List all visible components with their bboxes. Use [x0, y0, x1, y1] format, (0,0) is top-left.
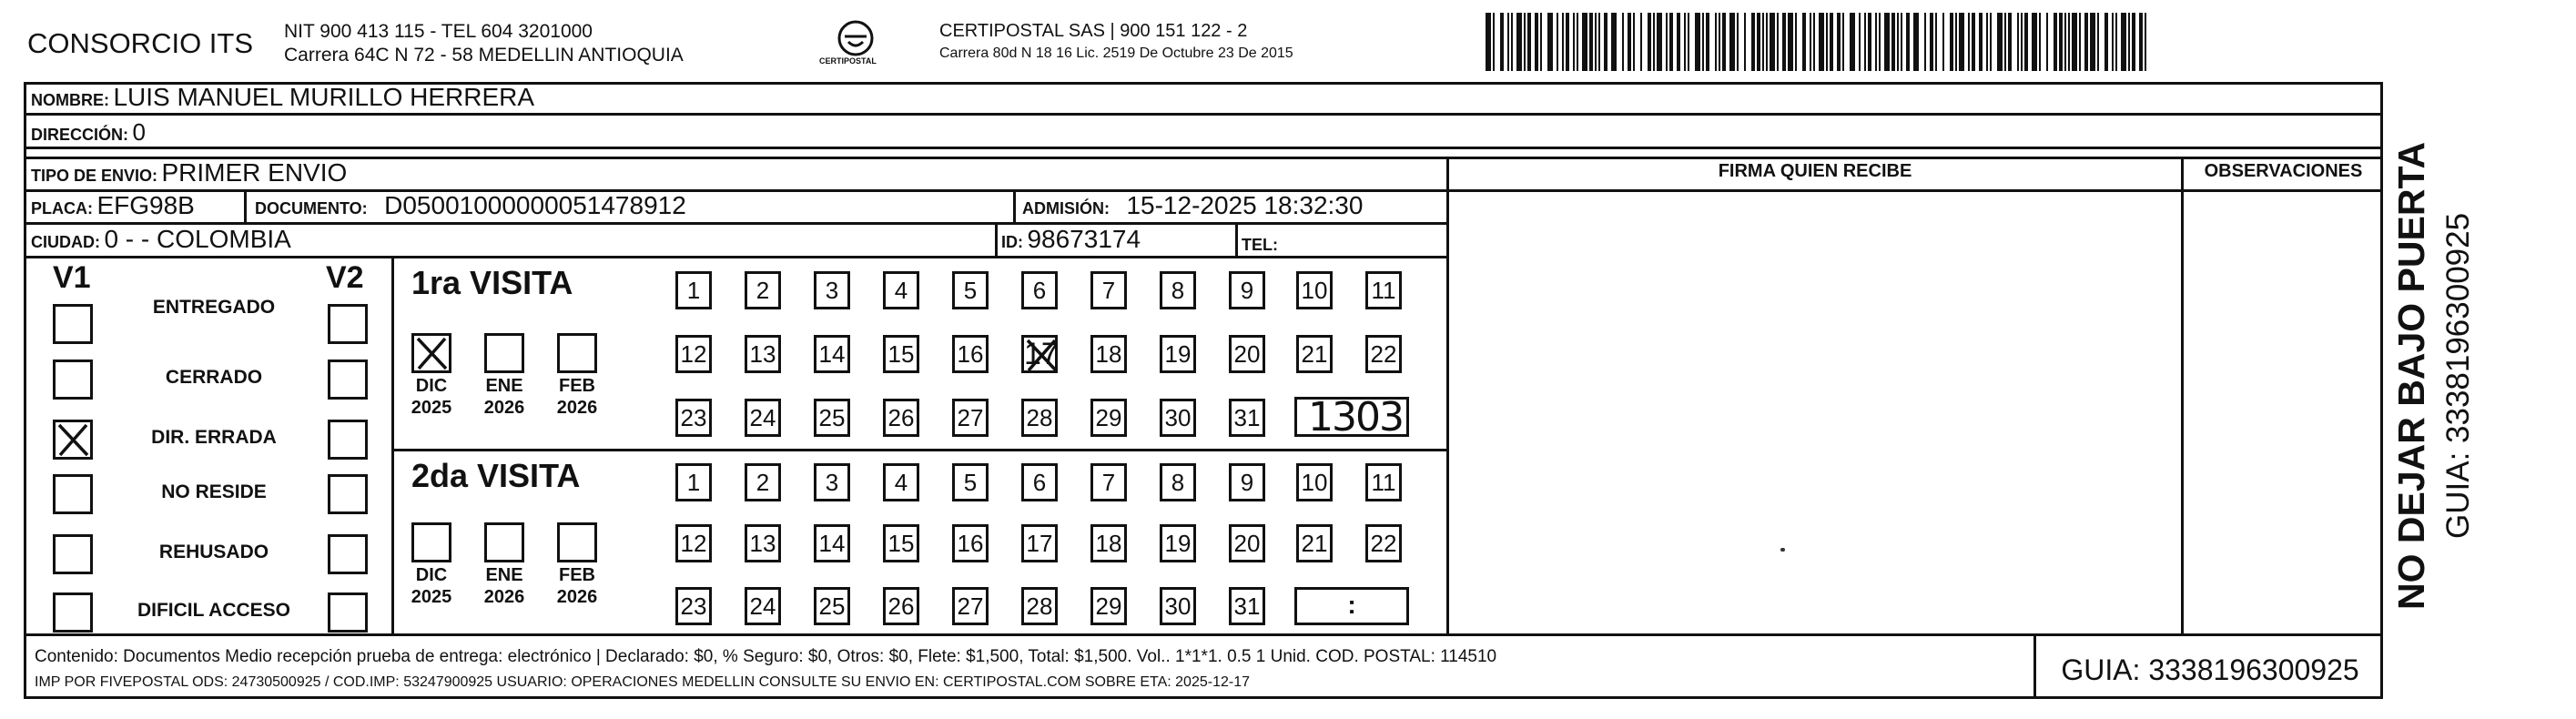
day-box[interactable]: 9: [1229, 463, 1265, 501]
month-checkbox[interactable]: [484, 333, 524, 373]
barcode-bar: [1540, 13, 1542, 71]
barcode-bar: [1875, 13, 1877, 71]
barcode-bar: [1850, 13, 1855, 71]
v1-checkbox[interactable]: [53, 534, 93, 574]
company-address-line: Carrera 64C N 72 - 58 MEDELLIN ANTIOQUIA: [284, 45, 684, 66]
month-name: DIC: [415, 376, 448, 396]
day-box[interactable]: 11: [1365, 463, 1402, 501]
id-value: 98673174: [1027, 225, 1141, 253]
day-box[interactable]: 23: [675, 399, 712, 437]
barcode: [1486, 13, 2161, 71]
day-box[interactable]: 13: [745, 524, 781, 562]
barcode-bar: [1901, 13, 1902, 71]
barcode-bar: [1990, 13, 1992, 71]
barcode-bar: [1986, 13, 1988, 71]
barcode-bar: [1777, 13, 1779, 71]
barcode-bar: [2104, 13, 2108, 71]
v1-checkbox[interactable]: [53, 420, 93, 460]
v1-checkbox[interactable]: [53, 304, 93, 344]
month-checkbox[interactable]: [411, 522, 451, 562]
barcode-bar: [1757, 13, 1760, 71]
barcode-bar: [1524, 13, 1526, 71]
month-year: 2026: [483, 398, 525, 418]
documento-field: [255, 191, 686, 220]
day-box[interactable]: 8: [1160, 463, 1196, 501]
barcode-bar: [1589, 13, 1593, 71]
month-checkbox[interactable]: [411, 333, 451, 373]
tel-field: [1242, 228, 1278, 257]
day-box[interactable]: 21: [1296, 335, 1333, 373]
day-box[interactable]: 6: [1021, 463, 1058, 501]
barcode-bar: [1500, 13, 1504, 71]
day-box[interactable]: 8: [1160, 271, 1196, 309]
month-label: [550, 375, 604, 419]
day-box[interactable]: 18: [1090, 335, 1127, 373]
barcode-bar: [1493, 13, 1495, 71]
day-box[interactable]: 6: [1021, 271, 1058, 309]
day-box[interactable]: 19: [1160, 524, 1196, 562]
day-box[interactable]: 12: [675, 335, 712, 373]
side-warning-text: NO DEJAR BAJO PUERTA: [2390, 141, 2432, 610]
barcode-bar: [2017, 13, 2019, 71]
day-box[interactable]: 20: [1229, 524, 1265, 562]
barcode-bar: [2097, 13, 2099, 71]
day-box[interactable]: 11: [1365, 271, 1402, 309]
v1-checkbox[interactable]: [53, 592, 93, 633]
day-box[interactable]: 2: [745, 463, 781, 501]
v2-checkbox[interactable]: [328, 420, 368, 460]
barcode-bar: [1573, 13, 1575, 71]
status-label: ENTREGADO: [152, 297, 276, 318]
barcode-bar: [2059, 13, 2063, 71]
v2-header: V2: [326, 260, 364, 295]
firma-quien-recibe-title: FIRMA QUIEN RECIBE: [1718, 161, 1912, 181]
barcode-bar: [1813, 13, 1815, 71]
day-box[interactable]: 28: [1021, 587, 1058, 625]
company-name: CONSORCIO ITS: [27, 27, 254, 59]
barcode-bar: [1719, 13, 1720, 71]
day-box[interactable]: 1: [675, 271, 712, 309]
barcode-bar: [2032, 13, 2037, 71]
admision-label: ADMISIÓN:: [1022, 199, 1110, 218]
day-box[interactable]: 4: [883, 463, 919, 501]
side-guia-text: GUIA: 3338196300925: [2440, 212, 2476, 539]
month-checkbox[interactable]: [557, 522, 597, 562]
day-box[interactable]: 7: [1090, 271, 1127, 309]
v1-header: V1: [53, 260, 91, 295]
visit1-title: 1ra VISITA: [411, 264, 573, 301]
status-label: NO RESIDE: [161, 481, 267, 502]
admision-value: 15-12-2025 18:32:30: [1126, 191, 1364, 219]
barcode-bar: [1611, 13, 1617, 71]
barcode-bar: [1884, 13, 1890, 71]
month-year: 2026: [556, 398, 598, 418]
footer-guia: GUIA: 3338196300925: [2061, 653, 2359, 686]
day-box[interactable]: 24: [745, 399, 781, 437]
barcode-bar: [1795, 13, 1797, 71]
day-box[interactable]: 5: [952, 463, 989, 501]
barcode-bar: [1648, 13, 1651, 71]
barcode-bar: [1906, 13, 1910, 71]
direccion-label: DIRECCIÓN:: [31, 126, 128, 144]
barcode-bar: [2121, 13, 2126, 71]
day-box[interactable]: 19: [1160, 335, 1196, 373]
day-box[interactable]: 22: [1365, 524, 1402, 562]
barcode-bar: [1702, 13, 1704, 71]
barcode-bar: [2008, 13, 2012, 71]
month-year: 2025: [411, 398, 452, 418]
day-box[interactable]: 10: [1296, 463, 1333, 501]
barcode-bar: [1770, 13, 1775, 71]
barcode-bar: [2068, 13, 2070, 71]
barcode-bar: [2084, 13, 2088, 71]
barcode-bar: [1706, 13, 1709, 71]
barcode-bar: [2139, 13, 2143, 71]
month-checkbox[interactable]: [484, 522, 524, 562]
barcode-bar: [1566, 13, 1569, 71]
day-box[interactable]: 18: [1090, 524, 1127, 562]
day-box[interactable]: 14: [814, 335, 850, 373]
nombre-row: [31, 83, 534, 112]
barcode-bar: [1562, 13, 1564, 71]
barcode-bar: [1737, 13, 1739, 71]
day-box[interactable]: 24: [745, 587, 781, 625]
tipo-envio-value: PRIMER ENVIO: [161, 158, 348, 187]
barcode-bar: [1715, 13, 1717, 71]
barcode-bar: [1864, 13, 1866, 71]
barcode-bar: [1859, 13, 1861, 71]
barcode-bar: [1930, 13, 1933, 71]
barcode-bar: [1868, 13, 1871, 71]
day-box[interactable]: 17: [1021, 524, 1058, 562]
direccion-value: 0: [132, 118, 146, 146]
barcode-bar: [1751, 13, 1755, 71]
barcode-bar: [1762, 13, 1764, 71]
ciudad-label: CIUDAD:: [31, 233, 100, 251]
v2-checkbox[interactable]: [328, 304, 368, 344]
barcode-bar: [1842, 13, 1844, 71]
day-box[interactable]: 10: [1296, 271, 1333, 309]
barcode-bar: [1633, 13, 1635, 71]
day-box[interactable]: 21: [1296, 524, 1333, 562]
day-box[interactable]: 23: [675, 587, 712, 625]
barcode-bar: [1640, 13, 1642, 71]
observaciones-title: OBSERVACIONES: [2204, 161, 2363, 181]
carrier-line: CERTIPOSTAL SAS | 900 151 122 - 2: [939, 21, 1248, 41]
day-box[interactable]: 5: [952, 271, 989, 309]
day-box[interactable]: 3: [814, 463, 850, 501]
status-label: DIFICIL ACCESO: [137, 600, 290, 621]
barcode-bar: [1819, 13, 1824, 71]
certipostal-logo-icon: [836, 18, 876, 58]
v2-checkbox[interactable]: [328, 534, 368, 574]
barcode-bar: [2046, 13, 2048, 71]
barcode-bar: [1598, 13, 1600, 71]
month-label: [477, 375, 532, 419]
month-year: 2026: [483, 587, 525, 607]
day-box[interactable]: 31: [1229, 399, 1265, 437]
nombre-value: LUIS MANUEL MURILLO HERRERA: [113, 83, 535, 111]
day-box[interactable]: 4: [883, 271, 919, 309]
barcode-bar: [1666, 13, 1668, 71]
visit1-time-box[interactable]: [1294, 394, 1409, 441]
day-box[interactable]: 26: [883, 587, 919, 625]
day-box[interactable]: 29: [1090, 587, 1127, 625]
barcode-bar: [1950, 13, 1953, 71]
month-name: ENE: [485, 565, 523, 585]
barcode-bar: [1628, 13, 1631, 71]
logo-caption: CERTIPOSTAL: [819, 56, 877, 66]
tel-label: TEL:: [1242, 236, 1278, 254]
barcode-bar: [1653, 13, 1655, 71]
v1-checkbox[interactable]: [53, 360, 93, 400]
day-box[interactable]: 25: [814, 399, 850, 437]
day-box[interactable]: 7: [1090, 463, 1127, 501]
status-label: DIR. ERRADA: [151, 427, 277, 448]
day-box[interactable]: 14: [814, 524, 850, 562]
barcode-bar: [1913, 13, 1919, 71]
month-label: [550, 564, 604, 608]
month-checkbox[interactable]: [557, 333, 597, 373]
month-year: 2025: [411, 587, 452, 607]
placa-label: PLACA:: [31, 199, 93, 218]
barcode-bar: [1507, 13, 1509, 71]
barcode-bar: [1810, 13, 1811, 71]
signature-dot: [1780, 548, 1785, 552]
visit2-title: 2da VISITA: [411, 457, 581, 494]
barcode-bar: [1959, 13, 1964, 71]
day-box[interactable]: 28: [1021, 399, 1058, 437]
day-box[interactable]: 29: [1090, 399, 1127, 437]
barcode-bar: [1935, 13, 1937, 71]
placa-field: [31, 191, 195, 220]
barcode-bar: [2064, 13, 2066, 71]
barcode-bar: [1535, 13, 1538, 71]
barcode-bar: [1830, 13, 1833, 71]
status-label: REHUSADO: [158, 542, 269, 562]
month-label: [477, 564, 532, 608]
month-label: [404, 375, 459, 419]
barcode-bar: [1511, 13, 1513, 71]
barcode-bar: [1695, 13, 1700, 71]
barcode-bar: [1486, 13, 1491, 71]
barcode-bar: [1924, 13, 1926, 71]
barcode-bar: [1688, 13, 1689, 71]
barcode-bar: [1955, 13, 1957, 71]
day-box[interactable]: 2: [745, 271, 781, 309]
admision-field: [1022, 191, 1363, 220]
barcode-bar: [2090, 13, 2095, 71]
barcode-bar: [2021, 13, 2023, 71]
day-box[interactable]: 30: [1160, 587, 1196, 625]
barcode-bar: [1897, 13, 1899, 71]
barcode-bar: [1669, 13, 1673, 71]
barcode-bar: [1788, 13, 1793, 71]
day-box[interactable]: 25: [814, 587, 850, 625]
barcode-bar: [1968, 13, 1970, 71]
barcode-bar: [1557, 13, 1558, 71]
barcode-bar: [2054, 13, 2057, 71]
barcode-bar: [1577, 13, 1578, 71]
barcode-bar: [2072, 13, 2077, 71]
v2-checkbox[interactable]: [328, 360, 368, 400]
day-box[interactable]: 12: [675, 524, 712, 562]
barcode-bar: [1997, 13, 2003, 71]
barcode-bar: [1527, 13, 1531, 71]
day-box[interactable]: 26: [883, 399, 919, 437]
tipo-envio-row: [31, 158, 347, 187]
barcode-bar: [1782, 13, 1786, 71]
tipo-envio-label: TIPO DE ENVIO:: [31, 167, 158, 185]
barcode-bar: [1604, 13, 1607, 71]
documento-label: DOCUMENTO:: [255, 199, 368, 218]
day-box[interactable]: 27: [952, 587, 989, 625]
status-label: CERRADO: [165, 367, 263, 388]
day-box[interactable]: 27: [952, 399, 989, 437]
barcode-bar: [1595, 13, 1597, 71]
visit2-time-box[interactable]: :: [1294, 587, 1409, 625]
barcode-bar: [1582, 13, 1587, 71]
placa-value: EFG98B: [96, 191, 195, 219]
barcode-bar: [1729, 13, 1735, 71]
barcode-bar: [1516, 13, 1522, 71]
barcode-bar: [2128, 13, 2130, 71]
barcode-bar: [1547, 13, 1553, 71]
day-value: 17: [1024, 337, 1059, 371]
day-box[interactable]: 3: [814, 271, 850, 309]
barcode-bar: [1826, 13, 1828, 71]
month-name: DIC: [415, 565, 448, 585]
barcode-bar: [1979, 13, 1983, 71]
month-label: [404, 564, 459, 608]
day-box[interactable]: 13: [745, 335, 781, 373]
barcode-bar: [1837, 13, 1841, 71]
barcode-bar: [1622, 13, 1624, 71]
month-year: 2026: [556, 587, 598, 607]
barcode-bar: [2004, 13, 2006, 71]
month-name: ENE: [485, 376, 523, 396]
barcode-bar: [2079, 13, 2081, 71]
barcode-bar: [1891, 13, 1895, 71]
barcode-bar: [2039, 13, 2041, 71]
footer-print-line: IMP POR FIVEPOSTAL ODS: 24730500925 / COD.IMP: 53247900925 USUARIO: OPERACIONES MEDELLIN CONSULTE SU ENVIO EN: CERTIPOSTAL.COM SOBRE ETA: 2025-12-17: [35, 674, 1250, 690]
barcode-bar: [1684, 13, 1686, 71]
barcode-bar: [2115, 13, 2117, 71]
barcode-bar: [1972, 13, 1975, 71]
barcode-bar: [1657, 13, 1662, 71]
ciudad-value: 0 - - COLOMBIA: [104, 225, 291, 253]
day-box[interactable]: [1021, 335, 1058, 373]
barcode-bar: [1942, 13, 1944, 71]
day-box[interactable]: 9: [1229, 271, 1265, 309]
company-nit-line: NIT 900 413 115 - TEL 604 3201000: [284, 21, 593, 42]
v1-checkbox[interactable]: [53, 474, 93, 514]
barcode-bar: [1766, 13, 1768, 71]
barcode-bar: [2112, 13, 2114, 71]
barcode-bar: [2145, 13, 2146, 71]
barcode-bar: [2132, 13, 2135, 71]
barcode-bar: [1879, 13, 1881, 71]
nombre-label: NOMBRE:: [31, 91, 109, 109]
day-box[interactable]: 30: [1160, 399, 1196, 437]
v2-checkbox[interactable]: [328, 474, 368, 514]
day-box[interactable]: 22: [1365, 335, 1402, 373]
barcode-bar: [1744, 13, 1746, 71]
day-box[interactable]: 16: [952, 335, 989, 373]
day-box[interactable]: 15: [883, 524, 919, 562]
month-name: FEB: [559, 376, 595, 396]
day-box[interactable]: 1: [675, 463, 712, 501]
day-box[interactable]: 31: [1229, 587, 1265, 625]
day-box[interactable]: 16: [952, 524, 989, 562]
visit1-time-handwritten: 1303: [1308, 394, 1403, 441]
id-label: ID:: [1001, 233, 1023, 251]
barcode-bar: [2024, 13, 2028, 71]
barcode-bar: [1677, 13, 1680, 71]
carrier-license-line: Carrera 80d N 18 16 Lic. 2519 De Octubre 23 De 2015: [939, 46, 1293, 61]
barcode-bar: [1722, 13, 1726, 71]
documento-value: D05001000000051478912: [384, 191, 686, 219]
barcode-bar: [1802, 13, 1806, 71]
id-field: [1001, 225, 1141, 254]
direccion-row: [31, 118, 146, 147]
month-name: FEB: [559, 565, 595, 585]
day-box[interactable]: 20: [1229, 335, 1265, 373]
ciudad-field: [31, 225, 291, 254]
footer-content-line: Contenido: Documentos Medio recepción prueba de entrega: electrónico | Declarado: $0, % Seguro: $0, Otros: $0, Flete: $1,500, Total: $1,500. Vol.. 1*1*1. 0.5 1 Unid. COD. POSTAL: 114510: [35, 647, 1497, 666]
day-box[interactable]: 15: [883, 335, 919, 373]
v2-checkbox[interactable]: [328, 592, 368, 633]
